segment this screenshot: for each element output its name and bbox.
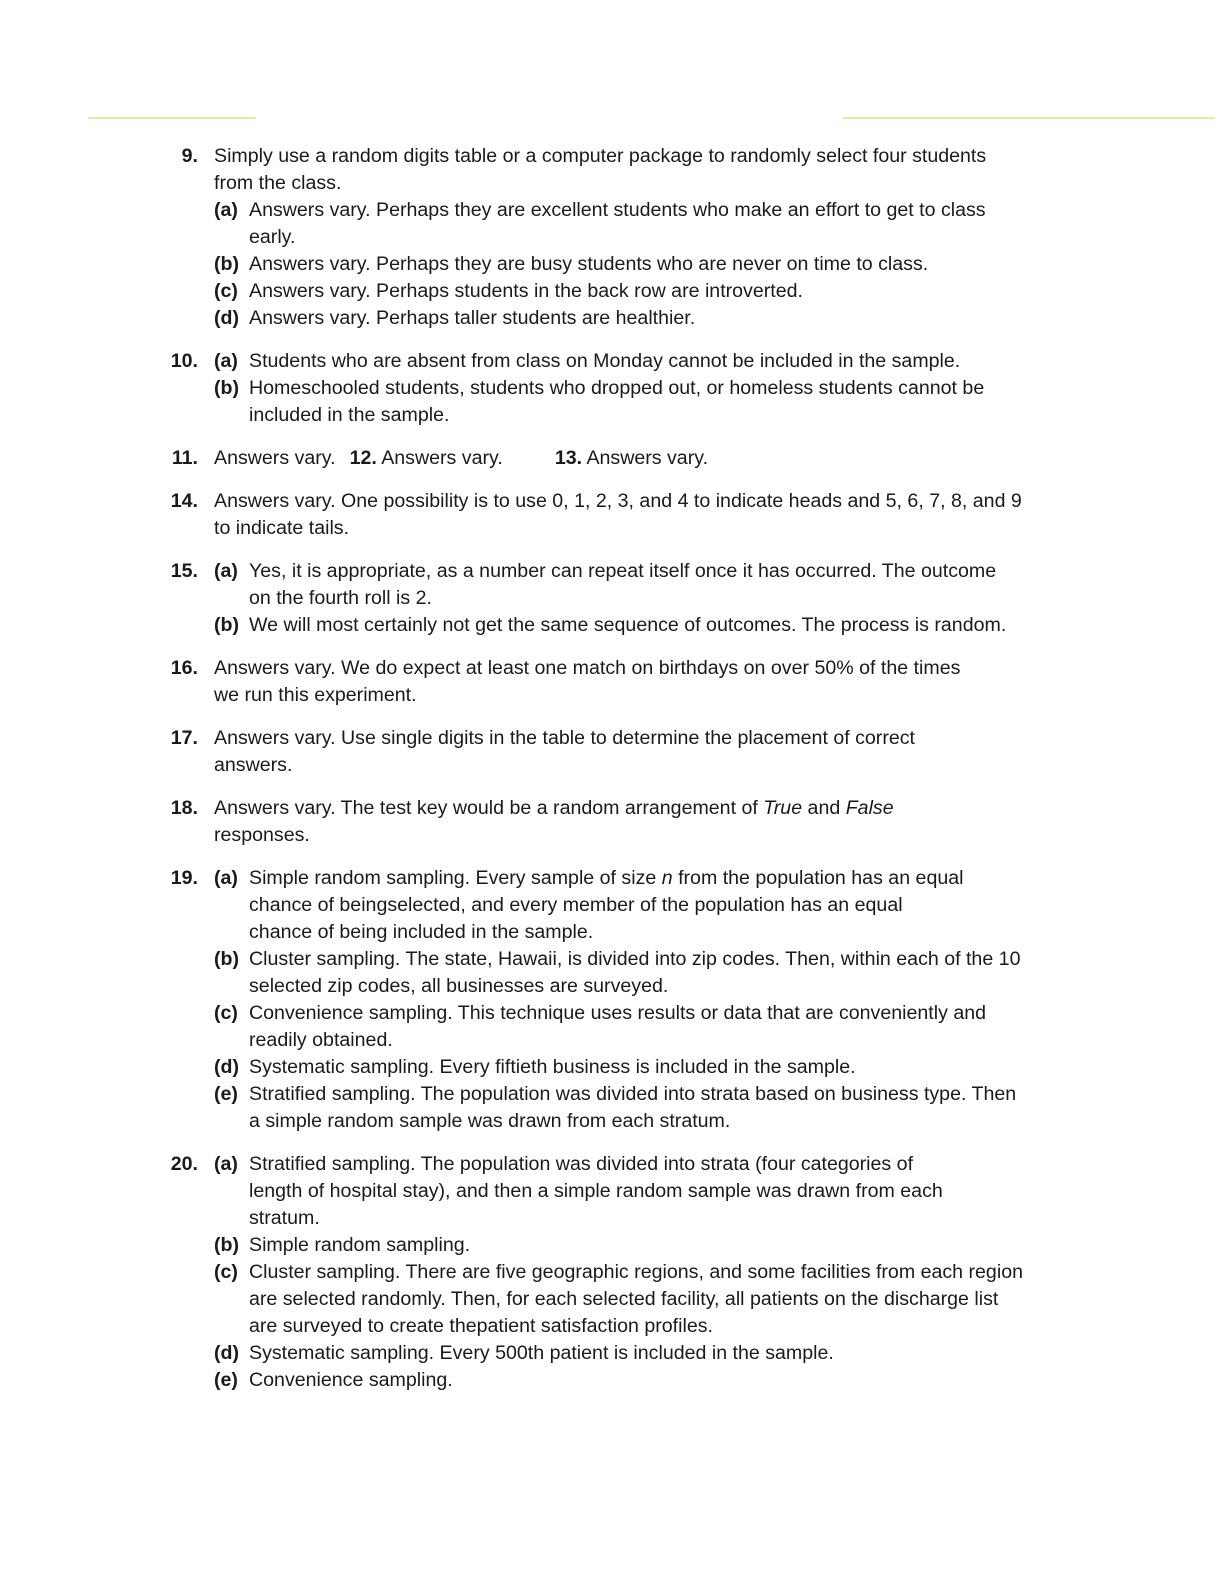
sub-answer-label: (a)	[214, 199, 238, 221]
question-item	[0, 348, 1224, 429]
sub-answer	[0, 305, 1224, 332]
question-item	[0, 1151, 1224, 1394]
answer-line: are selected randomly. Then, for each selected facility, all patients on the discharge list	[249, 1288, 999, 1310]
sub-answer	[0, 278, 1224, 305]
answer-line: length of hospital stay), and then a simple random sample was drawn from each	[249, 1180, 943, 1202]
answer-line: Answers vary. We do expect at least one match on birthdays on over 50% of the times	[214, 657, 961, 679]
sub-answer-label: (b)	[214, 948, 240, 970]
sub-answer-label: (c)	[214, 1261, 238, 1283]
answer-text: Answers vary.	[214, 447, 336, 469]
question-number: 18.	[170, 797, 198, 819]
sub-answer-label: (a)	[214, 1153, 238, 1175]
question-number: 17.	[170, 727, 198, 749]
question-item	[0, 445, 1224, 472]
answer-text: Answers vary.	[586, 447, 709, 469]
sub-answer-label: (a)	[214, 560, 238, 582]
answer-line: Convenience sampling.	[249, 1369, 453, 1391]
sub-answer	[0, 1340, 1224, 1367]
question-number: 10.	[170, 350, 198, 372]
question-number: 9.	[181, 145, 198, 167]
answer-line: are surveyed to create thepatient satisfaction profiles.	[249, 1315, 713, 1337]
header-rule-left	[88, 117, 256, 119]
answer-line: we run this experiment.	[214, 684, 417, 706]
answer-line: Simple random sampling.	[249, 1234, 471, 1256]
question-number: 14.	[170, 490, 198, 512]
answer-line: early.	[249, 226, 296, 248]
sub-answer	[0, 348, 1224, 375]
answer-line: Answers vary. Perhaps taller students are healthier.	[249, 307, 696, 329]
italic-text: False	[845, 797, 894, 819]
question-item	[0, 725, 1224, 779]
sub-answer	[0, 1232, 1224, 1259]
sub-answer-label: (b)	[214, 1234, 240, 1256]
sub-answer-label: (a)	[214, 350, 238, 372]
header-rule-right	[843, 117, 1215, 119]
answer-line: Answers vary. Perhaps they are excellent students who make an effort to get to class	[249, 199, 986, 221]
sub-answer	[0, 1081, 1224, 1135]
answer-line: Cluster sampling. There are five geographic regions, and some facilities from each region	[249, 1261, 1023, 1283]
sub-answer-label: (d)	[214, 1056, 240, 1078]
answer-line: Stratified sampling. The population was divided into strata based on business type. Then	[249, 1083, 1017, 1105]
question-number: 19.	[170, 867, 198, 889]
sub-answer	[0, 946, 1224, 1000]
sub-answer	[0, 375, 1224, 429]
text-span: Simple random sampling. Every sample of size	[249, 867, 662, 889]
answer-line: stratum.	[249, 1207, 320, 1229]
answer-line: Systematic sampling. Every fiftieth business is included in the sample.	[249, 1056, 856, 1078]
text-span: and	[802, 797, 846, 819]
sub-answer	[0, 1054, 1224, 1081]
question-item	[0, 795, 1224, 849]
answer-line: from the class.	[214, 172, 342, 194]
question-number: 12.	[349, 447, 377, 469]
answer-line: Answers vary. Use single digits in the table to determine the placement of correct	[214, 727, 915, 749]
answer-line: Convenience sampling. This technique uses results or data that are conveniently and	[249, 1002, 987, 1024]
question-number: 15.	[170, 560, 198, 582]
answer-line	[0, 865, 1224, 892]
answer-line: Cluster sampling. The state, Hawaii, is divided into zip codes. Then, within each of the 10	[249, 948, 1021, 970]
text-span: Answers vary. The test key would be a random arrangement of	[214, 797, 764, 819]
answer-line: Answers vary. Perhaps they are busy students who are never on time to class.	[249, 253, 929, 275]
sub-answer	[0, 1259, 1224, 1340]
answer-line: readily obtained.	[249, 1029, 393, 1051]
question-number: 16.	[170, 657, 198, 679]
sub-answer-label: (a)	[214, 867, 238, 889]
answer-line: responses.	[214, 824, 310, 846]
answer-line: We will most certainly not get the same sequence of outcomes. The process is random.	[249, 614, 1007, 636]
answer-line: Systematic sampling. Every 500th patient is included in the sample.	[249, 1342, 834, 1364]
answer-line: Homeschooled students, students who dropped out, or homeless students cannot be	[249, 377, 985, 399]
sub-answer-label: (e)	[214, 1083, 238, 1105]
sub-answer	[0, 612, 1224, 639]
answer-line: Simply use a random digits table or a computer package to randomly select four students	[214, 145, 987, 167]
question-item	[0, 655, 1224, 709]
answer-line: Stratified sampling. The population was divided into strata (four categories of	[249, 1153, 914, 1175]
question-item	[0, 558, 1224, 639]
sub-answer-label: (d)	[214, 1342, 240, 1364]
italic-text: True	[763, 797, 803, 819]
sub-answer-label: (e)	[214, 1369, 238, 1391]
answer-line: on the fourth roll is 2.	[249, 587, 432, 609]
text-span: from the population has an equal	[672, 867, 964, 889]
answer-line: chance of being included in the sample.	[249, 921, 594, 943]
sub-answer	[0, 1367, 1224, 1394]
answer-line: Students who are absent from class on Monday cannot be included in the sample.	[249, 350, 961, 372]
answer-list	[0, 143, 1224, 1410]
sub-answer-label: (b)	[214, 614, 240, 636]
answer-line: selected zip codes, all businesses are surveyed.	[249, 975, 669, 997]
sub-answer	[0, 197, 1224, 251]
answer-line: included in the sample.	[249, 404, 450, 426]
answer-line: Answers vary. One possibility is to use 0, 1, 2, 3, and 4 to indicate heads and 5, 6, 7, 8, and 9	[214, 490, 1022, 512]
sub-answer	[0, 865, 1224, 946]
question-item	[0, 865, 1224, 1135]
answer-line: a simple random sample was drawn from each stratum.	[249, 1110, 731, 1132]
answer-line: chance of beingselected, and every member of the population has an equal	[249, 894, 903, 916]
sub-answer-label: (b)	[214, 253, 240, 275]
sub-answer-label: (d)	[214, 307, 240, 329]
sub-answer-label: (b)	[214, 377, 240, 399]
answer-text: Answers vary.	[381, 447, 503, 469]
question-item	[0, 488, 1224, 542]
answer-line: answers.	[214, 754, 293, 776]
sub-answer-label: (c)	[214, 280, 238, 302]
sub-answer	[0, 251, 1224, 278]
answer-line: Yes, it is appropriate, as a number can repeat itself once it has occurred. The outcome	[249, 560, 997, 582]
question-number: 20.	[170, 1153, 198, 1175]
question-number: 13.	[554, 447, 583, 469]
sub-answer	[0, 1151, 1224, 1232]
sub-answer-label: (c)	[214, 1002, 238, 1024]
sub-answer	[0, 1000, 1224, 1054]
question-number: 11.	[171, 447, 198, 469]
italic-text: n	[661, 867, 673, 889]
sub-answer	[0, 558, 1224, 612]
question-item	[0, 143, 1224, 332]
answer-line: to indicate tails.	[214, 517, 350, 539]
answer-line: Answers vary. Perhaps students in the back row are introverted.	[249, 280, 803, 302]
